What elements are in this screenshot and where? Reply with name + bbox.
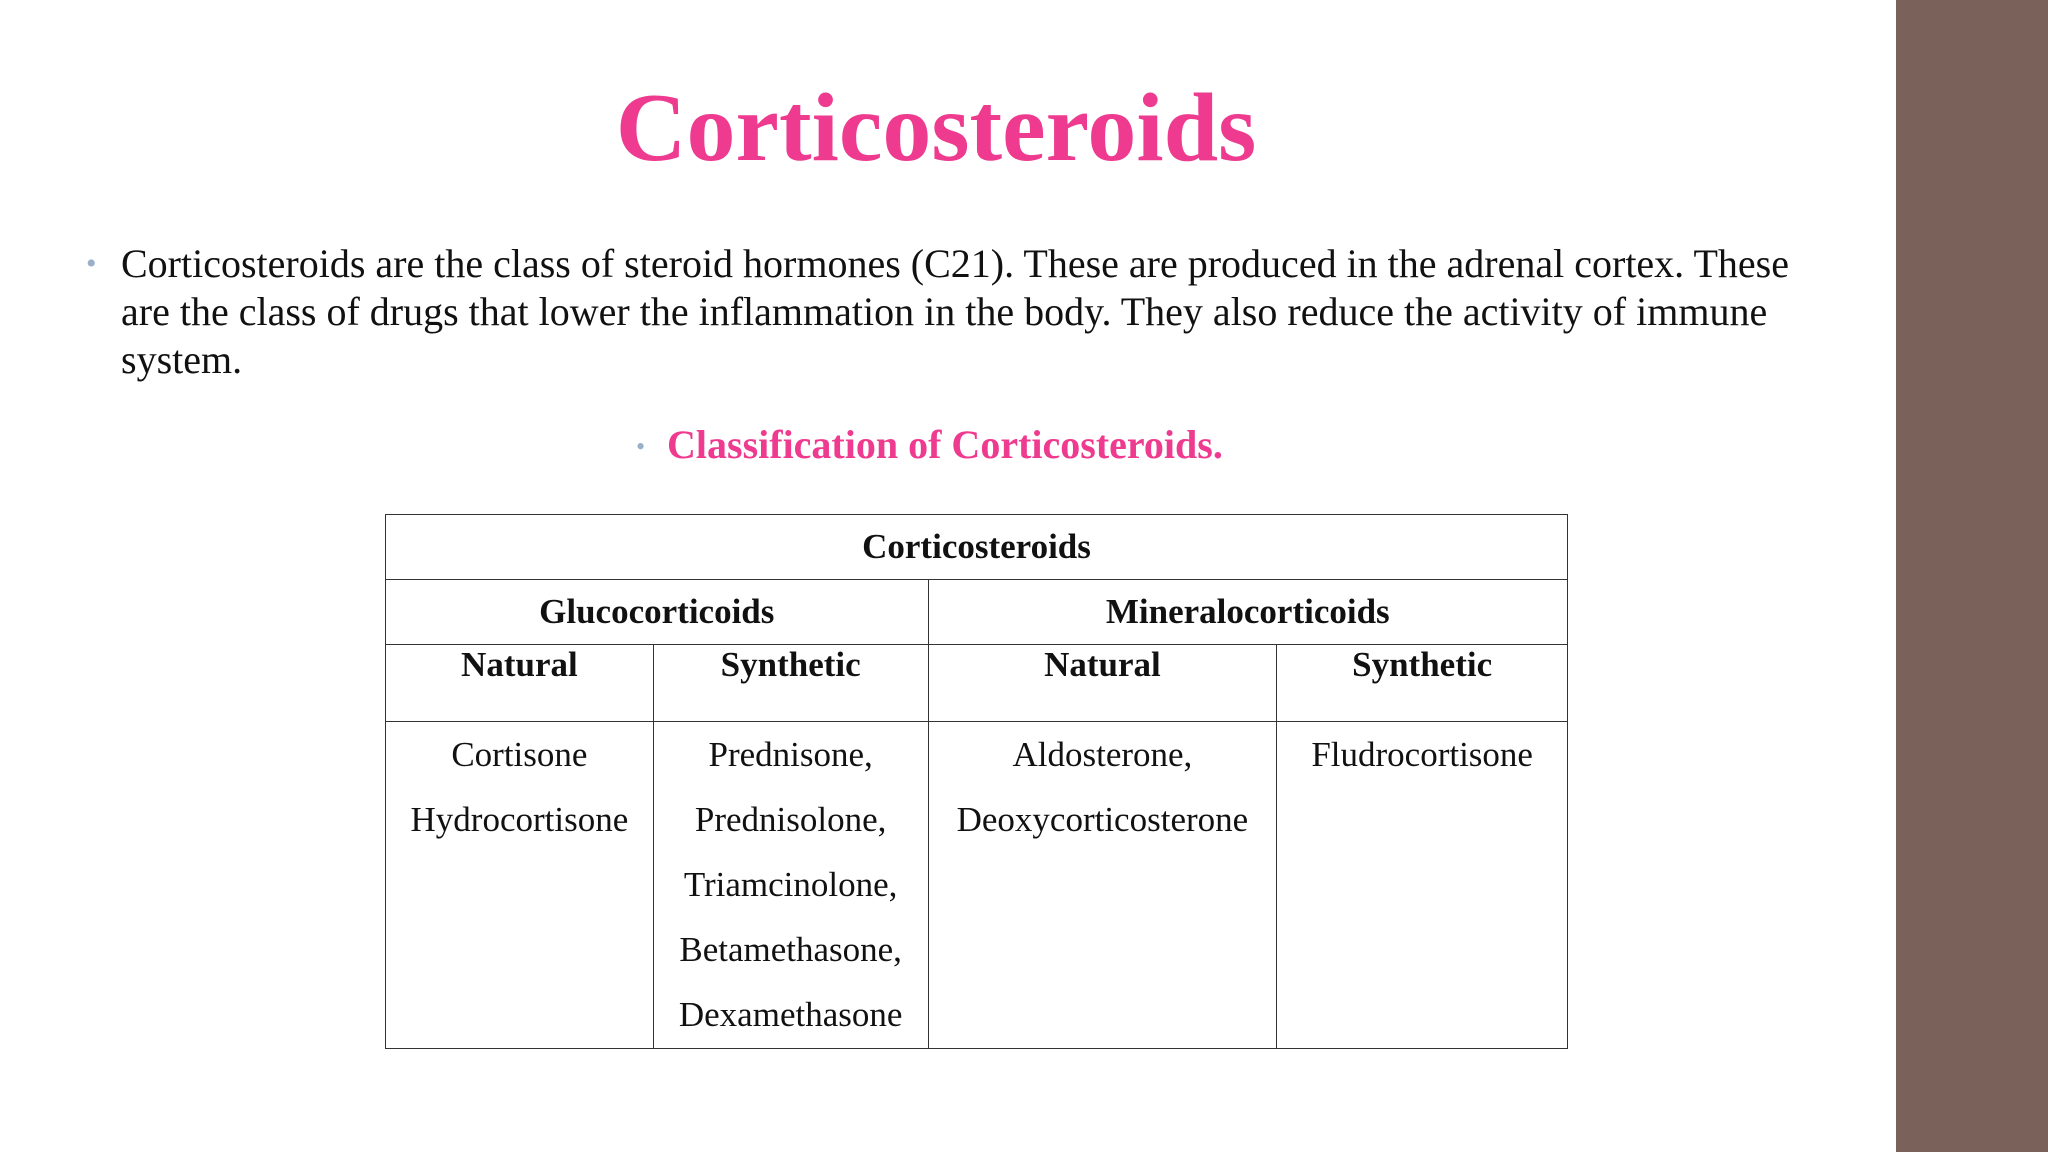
table-cell-gluco-synthetic [653, 722, 928, 1049]
drug-name: Betamethasone, [679, 930, 902, 969]
drug-name: Cortisone [451, 735, 588, 774]
slide-title: Corticosteroids [615, 74, 1257, 182]
bullet-icon: • [636, 432, 646, 461]
table-row [386, 722, 1568, 1049]
table-cell-mineralo-synthetic [1277, 722, 1568, 1049]
table-group-glucocorticoids: Glucocorticoids [386, 580, 929, 645]
drug-name: Aldosterone, [1012, 735, 1193, 774]
table-cell-mineralo-natural [928, 722, 1277, 1049]
drug-name: Triamcinolone, [683, 865, 898, 904]
table-subheader-mineralo-natural: Natural [928, 645, 1277, 722]
drug-name: Deoxycorticosterone [956, 800, 1249, 839]
table-header-corticosteroids: Corticosteroids [386, 515, 1568, 580]
bullet-icon: • [86, 247, 97, 280]
intro-paragraph: Corticosteroids are the class of steroid hormones (C21). These are produced in the adrenal cortex. These are the class of drugs that lower the inflammation in the body. They also reduce the activity of immune system. [121, 241, 1789, 382]
table-group-mineralocorticoids: Mineralocorticoids [928, 580, 1567, 645]
table-header-row [386, 515, 1568, 580]
classification-heading: Classification of Corticosteroids. [667, 422, 1223, 467]
drug-name: Fludrocortisone [1311, 735, 1533, 774]
drug-name: Prednisone, [708, 735, 873, 774]
classification-table [385, 514, 1568, 1049]
table-cell-gluco-natural [386, 722, 654, 1049]
side-bar [1896, 0, 2048, 1152]
table-subheader-row [386, 645, 1568, 722]
drug-name: Hydrocortisone [410, 800, 629, 839]
table-subheader-gluco-natural: Natural [386, 645, 654, 722]
drug-name: Prednisolone, [694, 800, 887, 839]
table-group-row [386, 580, 1568, 645]
drug-name: Dexamethasone [678, 995, 903, 1034]
table-subheader-gluco-synthetic: Synthetic [653, 645, 928, 722]
table-subheader-mineralo-synthetic: Synthetic [1277, 645, 1568, 722]
